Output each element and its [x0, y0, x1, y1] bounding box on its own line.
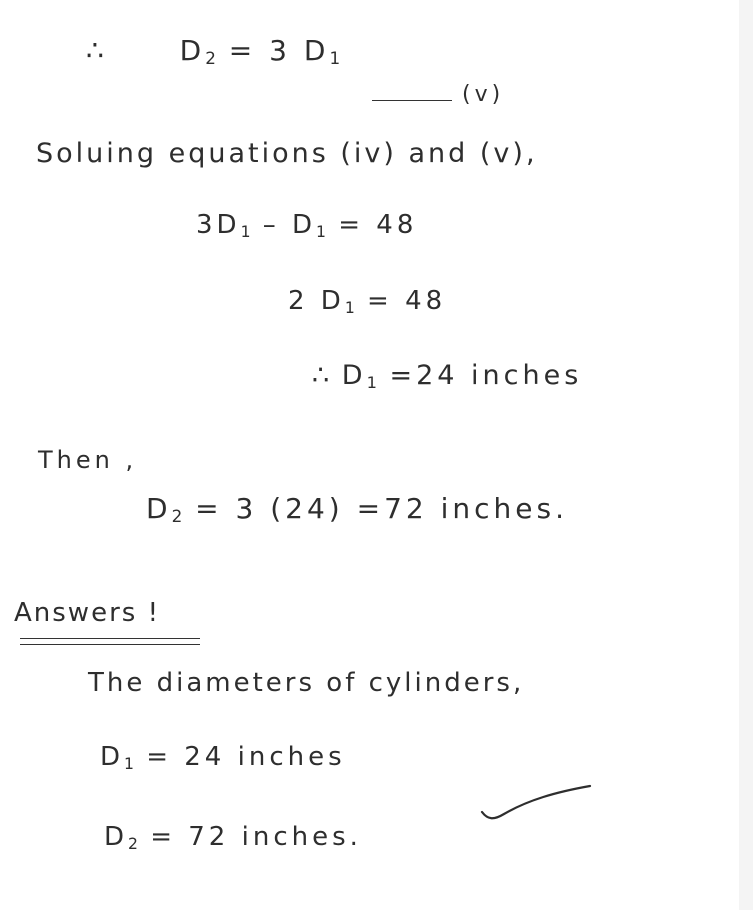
- answers-underline-2: [20, 644, 200, 645]
- then-text: Then ,: [38, 446, 138, 474]
- minus-d: – D: [250, 210, 317, 240]
- d1-symbol-2: D: [100, 742, 125, 772]
- equals-48b: = 48: [354, 286, 447, 316]
- subscript-1d: 1: [366, 373, 377, 393]
- subscript-2: 2: [171, 506, 183, 527]
- solving-equations-text: Soluing equations (iv) and (v),: [36, 138, 538, 169]
- subscript-1c: 1: [344, 298, 355, 317]
- equals-3-24-72-inches: = 3 (24) =72 inches.: [182, 492, 568, 525]
- diameters-of-cylinders-text: The diameters of cylinders,: [88, 668, 525, 698]
- d1-subscript: 1: [329, 48, 341, 69]
- page-edge: [739, 0, 753, 910]
- d1-symbol: D: [329, 360, 367, 391]
- result-d2-72-inches: [146, 492, 568, 526]
- term-3d: 3D: [196, 210, 241, 240]
- answer-d1-24-inches: [100, 742, 346, 773]
- term-2d: 2 D: [288, 286, 345, 316]
- answer-d2-72-inches: [104, 822, 362, 853]
- equals-24-inches: =24 inches: [376, 360, 583, 391]
- equals-24-inches-2: = 24 inches: [133, 742, 346, 772]
- answers-underline-1: [20, 638, 200, 639]
- d2-symbol-2: D: [146, 492, 172, 525]
- d2-symbol: D: [179, 34, 206, 67]
- d2-symbol-3: D: [104, 822, 129, 852]
- result-d1-24-inches: [312, 360, 582, 392]
- equation-d2-equals-3d1: [86, 34, 340, 68]
- equation-label-v: (v): [462, 82, 505, 107]
- equation-2d1-equals-48: [288, 286, 446, 317]
- equals-48: = 48: [325, 210, 418, 240]
- subscript-1e: 1: [124, 754, 134, 773]
- subscript-1b: 1: [316, 222, 326, 241]
- d2-subscript: 2: [205, 48, 216, 69]
- equals-72-inches: = 72 inches.: [137, 822, 362, 852]
- equation-reference-line: [372, 100, 452, 101]
- equation-3d1-minus-d1: [196, 210, 417, 241]
- equals-3d1: = 3 D: [228, 34, 330, 67]
- subscript-2b: 2: [128, 834, 138, 853]
- subscript-1: 1: [240, 222, 251, 241]
- therefore-symbol: ∴: [86, 34, 104, 67]
- checkmark-icon: [476, 780, 596, 824]
- answers-heading: Answers !: [14, 598, 160, 628]
- therefore-symbol-2: ∴: [312, 360, 330, 391]
